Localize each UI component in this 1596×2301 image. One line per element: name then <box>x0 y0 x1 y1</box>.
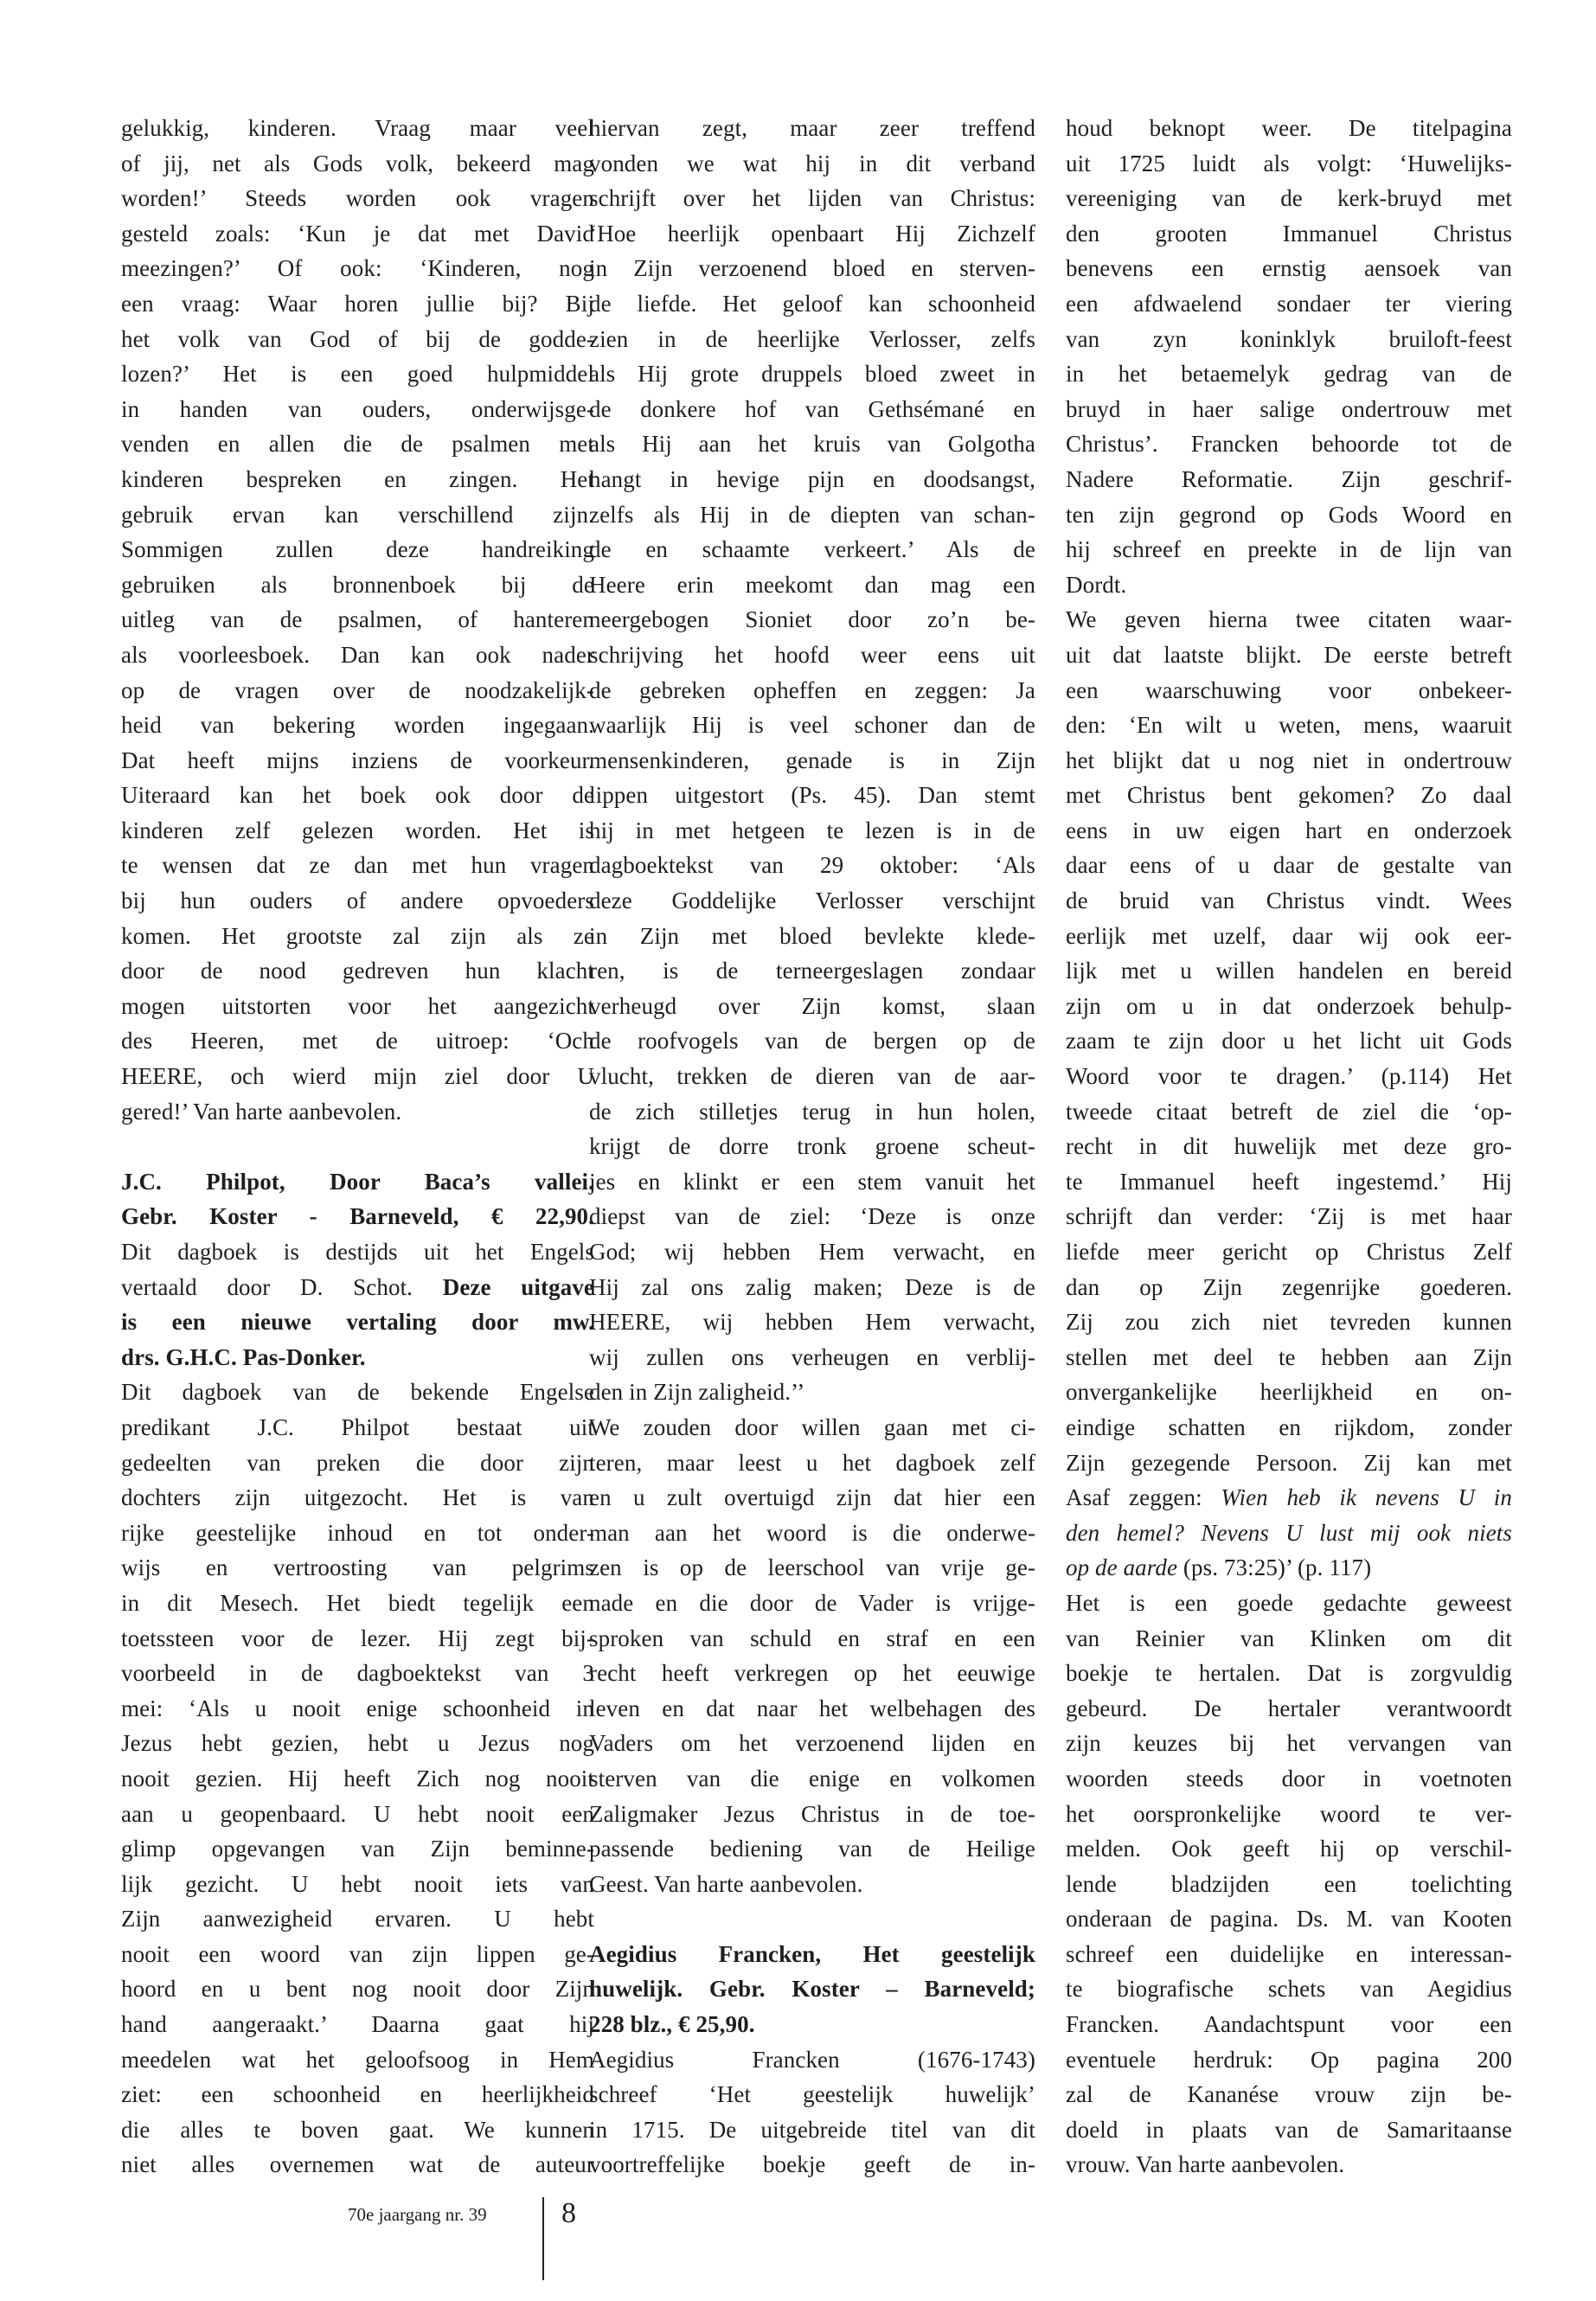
text-line: als Hij grote druppels bloed zweet in <box>589 361 1035 388</box>
text-line: Uiteraard kan het boek ook door de <box>121 782 594 809</box>
text-line: Dit dagboek is destijds uit het Engels <box>121 1239 594 1265</box>
text-column-1 <box>121 111 594 2182</box>
text-line: de liefde. Het geloof kan schoonheid <box>589 290 1035 317</box>
text-line: eens in uw eigen hart en onderzoek <box>1066 817 1512 843</box>
text-line: te wensen dat ze dan met hun vragen <box>121 852 594 879</box>
text-line: recht heeft verkregen op het eeuwige <box>589 1660 1035 1687</box>
text-line: onvergankelijke heerlijkheid en on- <box>1066 1379 1512 1406</box>
text-line: schrijving het hoofd weer eens uit <box>589 641 1035 668</box>
text-line: lippen uitgestort (Ps. 45). Dan stemt <box>589 782 1035 809</box>
text-line: Zij zou zich niet tevreden kunnen <box>1066 1309 1512 1336</box>
text-line: hiervan zegt, maar zeer treffend <box>589 115 1035 141</box>
text-line: vrouw. Van harte aanbevolen. <box>1066 2151 1345 2178</box>
text-line: liefde meer gericht op Christus Zelf <box>1066 1239 1512 1265</box>
text-line: woorden steeds door in voetnoten <box>1066 1765 1512 1791</box>
heading-line: drs. G.H.C. Pas-Donker. <box>121 1343 366 1370</box>
text-line: eindige schatten en rijkdom, zonder <box>1066 1413 1512 1440</box>
text-line: die alles te boven gaat. We kunnen <box>121 2116 594 2143</box>
text-line: de en schaamte verkeert.’ Als de <box>589 536 1035 563</box>
text-line: in 1715. De uitgebreide titel van dit <box>589 2116 1035 2143</box>
text-line: leven en dat naar het welbehagen des <box>589 1695 1035 1721</box>
text-line: voortreffelijke boekje geeft de in- <box>589 2151 1035 2178</box>
text-line: als voorleesboek. Dan kan ook nader <box>121 641 594 668</box>
paragraph-gap <box>589 1901 1035 1937</box>
text-line: daar eens of u daar de gestalte van <box>1066 852 1512 879</box>
footer-divider <box>542 2197 544 2280</box>
text-line: zal de Kananése vrouw zijn be- <box>1066 2081 1512 2108</box>
paragraph-gap <box>121 1129 594 1164</box>
text-line: in dit Mesech. Het biedt tegelijk een <box>121 1589 594 1616</box>
text-line <box>1066 1550 1512 1586</box>
text-line: neergebogen Sioniet door zo’n be- <box>589 606 1035 633</box>
text-line: te Immanuel heeft ingestemd.’ Hij <box>1066 1168 1512 1195</box>
text-line: vonden we wat hij in dit verband <box>589 150 1035 176</box>
text-line: passende bediening van de Heilige <box>589 1836 1035 1862</box>
text-line: Francken. Aandachtspunt voor een <box>1066 2011 1512 2038</box>
text-line: predikant J.C. Philpot bestaat uit <box>121 1413 594 1440</box>
text-line: Sommigen zullen deze handreiking <box>121 536 594 563</box>
text-line: Zijn gezegende Persoon. Zij kan met <box>1066 1449 1512 1476</box>
text-line: den: ‘En wilt u weten, mens, waaruit <box>1066 712 1512 739</box>
text-line: de gebreken opheffen en zeggen: Ja <box>589 676 1035 703</box>
text-line: Nadere Reformatie. Zijn geschrif- <box>1066 465 1512 492</box>
text-line: lozen?’ Het is een goed hulpmiddel <box>121 361 594 388</box>
text-line: het blijkt dat u nog niet in ondertrouw <box>1066 747 1512 773</box>
text-line: vlucht, trekken de dieren van de aar- <box>589 1063 1035 1090</box>
text-line: deze Goddelijke Verlosser verschijnt <box>589 888 1035 914</box>
text-line: van Reinier van Klinken om dit <box>1066 1625 1512 1651</box>
text-line: eerlijk met uzelf, daar wij ook eer- <box>1066 922 1512 949</box>
text-line: de bruid van Christus vindt. Wees <box>1066 888 1512 914</box>
text-line: sproken van schuld en straf en een <box>589 1625 1035 1651</box>
text-line: een waarschuwing voor onbekeer- <box>1066 676 1512 703</box>
text-line: houd beknopt weer. De titelpagina <box>1066 115 1512 141</box>
text-line: gebruik ervan kan verschillend zijn. <box>121 501 594 528</box>
text-line: Dat heeft mijns inziens de voorkeur. <box>121 747 594 773</box>
bold-text: Deze uitgave <box>442 1273 594 1300</box>
text-line <box>121 1270 594 1305</box>
text-line: of jij, net als Gods volk, bekeerd mag <box>121 150 594 176</box>
text-line: glimp opgevangen van Zijn beminne- <box>121 1836 594 1862</box>
text-line: nade en die door de Vader is vrijge- <box>589 1589 1035 1616</box>
text-line: Zijn aanwezigheid ervaren. U hebt <box>121 1906 594 1932</box>
text-line: te biografische schets van Aegidius <box>1066 1976 1512 2003</box>
text-line: met Christus bent gekomen? Zo daal <box>1066 782 1512 809</box>
text-line: in het betaemelyk gedrag van de <box>1066 361 1512 388</box>
text-column-3 <box>1066 111 1512 2182</box>
text-line: schrijft over het lijden van Christus: <box>589 185 1035 212</box>
text-line: ten zijn gegrond op Gods Woord en <box>1066 501 1512 528</box>
text-line: den in Zijn zaligheid.’’ <box>589 1379 805 1406</box>
text-line: zijn om u in dat onderzoek behulp- <box>1066 992 1512 1019</box>
text-line: We geven hierna twee citaten waar- <box>1066 606 1512 633</box>
text-line: hand aangeraakt.’ Daarna gaat hij <box>121 2011 594 2038</box>
text-line: HEERE, och wierd mijn ziel door U <box>121 1063 594 1090</box>
text-line: het oorspronkelijke woord te ver- <box>1066 1800 1512 1827</box>
text-line: man aan het woord is die onderwe- <box>589 1519 1035 1546</box>
text-line: stellen met deel te hebben aan Zijn <box>1066 1343 1512 1370</box>
italic-text: Wien heb ik nevens U in <box>1221 1484 1512 1511</box>
text-line: heid van bekering worden ingegaan. <box>121 712 594 739</box>
text-line: melden. Ook geeft hij op verschil- <box>1066 1836 1512 1862</box>
text-line: de donkere hof van Gethsémané en <box>589 395 1035 422</box>
text-line: bruyd in haer salige ondertrouw met <box>1066 395 1512 422</box>
text-line: schreef ‘Het geestelijk huwelijk’ <box>589 2081 1035 2108</box>
text-line: en u zult overtuigd zijn dat hier een <box>589 1484 1035 1511</box>
text-line: voorbeeld in de dagboektekst van 3 <box>121 1660 594 1687</box>
text-line: hij schreef en preekte in de lijn van <box>1066 536 1512 563</box>
text-line: op de vragen over de noodzakelijk- <box>121 676 594 703</box>
text-line: Christus’. Francken behoorde tot de <box>1066 431 1512 458</box>
text-line: lijk gezicht. U hebt nooit iets van <box>121 1870 594 1897</box>
text-line: meedelen wat het geloofsoog in Hem <box>121 2046 594 2073</box>
text-line: den hemel? Nevens U lust mij ook niets <box>1066 1519 1512 1546</box>
text-line: rijke geestelijke inhoud en tot onder- <box>121 1519 594 1546</box>
text-line: Geest. Van harte aanbevolen. <box>589 1870 863 1897</box>
text-line: Het is een goede gedachte geweest <box>1066 1589 1512 1616</box>
text-line: Aegidius Francken (1676-1743) <box>589 2046 1035 2073</box>
text-line: schrijft dan verder: ‘Zij is met haar <box>1066 1203 1512 1230</box>
text-line: benevens een ernstig aensoek van <box>1066 255 1512 282</box>
text-line: nooit een woord van zijn lippen ge- <box>121 1940 594 1967</box>
text-line: We zouden door willen gaan met ci- <box>589 1413 1035 1440</box>
text-line: de zich stilletjes terug in hun holen, <box>589 1098 1035 1125</box>
text-line: van zyn koninklyk bruiloft-feest <box>1066 325 1512 352</box>
text-line: zien in de heerlijke Verlosser, zelfs <box>589 325 1035 352</box>
text-line: ziet: een schoonheid en heerlijkheid <box>121 2081 594 2108</box>
italic-text: op de aarde <box>1066 1554 1178 1581</box>
text-line: hangt in hevige pijn en doodsangst, <box>589 465 1035 492</box>
text-line: een vraag: Waar horen jullie bij? Bij <box>121 290 594 317</box>
text-line: zen is op de leerschool van vrije ge- <box>589 1554 1035 1581</box>
text-line: gered!’ Van harte aanbevolen. <box>121 1098 402 1125</box>
text-line: hij in met hetgeen te lezen is in de <box>589 817 1035 843</box>
text-line: de roofvogels van de bergen op de <box>589 1028 1035 1054</box>
heading-line: J.C. Philpot, Door Baca’s vallei. <box>121 1168 594 1195</box>
text-run: (ps. 73:25)’ (p. 117) <box>1177 1554 1372 1581</box>
text-line: mei: ‘Als u nooit enige schoonheid in <box>121 1695 594 1721</box>
text-line: worden!’ Steeds worden ook vragen <box>121 185 594 212</box>
text-line: teren, maar leest u het dagboek zelf <box>589 1449 1035 1476</box>
text-line: Hij zal ons zalig maken; Deze is de <box>589 1273 1035 1300</box>
text-line: Zaligmaker Jezus Christus in de toe- <box>589 1800 1035 1827</box>
text-line: gesteld zoals: ‘Kun je dat met David <box>121 220 594 247</box>
text-line: meezingen?’ Of ook: ‘Kinderen, nog <box>121 255 594 282</box>
text-line: kinderen zelf gelezen worden. Het is <box>121 817 594 843</box>
text-line: uitleg van de psalmen, of hanteren <box>121 606 594 633</box>
text-line: Heere erin meekomt dan mag een <box>589 571 1035 598</box>
text-line: dagboektekst van 29 oktober: ‘Als <box>589 852 1035 879</box>
text-line: Woord voor te dragen.’ (p.114) Het <box>1066 1063 1512 1090</box>
text-line: bij hun ouders of andere opvoeders <box>121 888 594 914</box>
text-line: hoord en u bent nog nooit door Zijn <box>121 1976 594 2003</box>
heading-line: Gebr. Koster - Barneveld, € 22,90. <box>121 1203 594 1230</box>
text-line: Dit dagboek van de bekende Engelse <box>121 1379 594 1406</box>
text-line: doeld in plaats van de Samaritaanse <box>1066 2116 1512 2143</box>
text-line: den grooten Immanuel Christus <box>1066 220 1512 247</box>
text-line: ‘Hoe heerlijk openbaart Hij Zichzelf <box>589 220 1035 247</box>
text-line: diepst van de ziel: ‘Deze is onze <box>589 1203 1035 1230</box>
text-line: schreef een duidelijke en interessan- <box>1066 1940 1512 1967</box>
text-line: tweede citaat betreft de ziel die ‘op- <box>1066 1098 1512 1125</box>
text-line: uit dat laatste blijkt. De eerste betreft <box>1066 641 1512 668</box>
text-line: aan u geopenbaard. U hebt nooit een <box>121 1800 594 1827</box>
text-line: zijn keuzes bij het vervangen van <box>1066 1730 1512 1757</box>
text-line: toetssteen voor de lezer. Hij zegt bij- <box>121 1625 594 1651</box>
text-line: kinderen bespreken en zingen. Het <box>121 465 594 492</box>
text-line: dan op Zijn zegenrijke goederen. <box>1066 1273 1512 1300</box>
text-line: mogen uitstorten voor het aangezicht <box>121 992 594 1019</box>
text-line: venden en allen die de psalmen met <box>121 431 594 458</box>
text-line <box>1066 1480 1512 1516</box>
text-line: jes en klinkt er een stem vanuit het <box>589 1168 1035 1195</box>
text-line: zelfs als Hij in de diepten van schan- <box>589 501 1035 528</box>
text-line: des Heeren, met de uitroep: ‘Och <box>121 1028 594 1054</box>
text-run: Asaf zeggen: <box>1066 1484 1221 1511</box>
text-line: uit 1725 luidt als volgt: ‘Huwelijks- <box>1066 150 1512 176</box>
text-line: Vaders om het verzoenend lijden en <box>589 1730 1035 1757</box>
heading-line: huwelijk. Gebr. Koster – Barneveld; <box>589 1976 1035 2003</box>
text-line: krijgt de dorre tronk groene scheut- <box>589 1133 1035 1160</box>
text-line: als Hij aan het kruis van Golgotha <box>589 431 1035 458</box>
text-line: niet alles overnemen wat de auteur <box>121 2151 594 2178</box>
text-line: lijk met u willen handelen en bereid <box>1066 958 1512 984</box>
text-line: gebeurd. De hertaler verantwoordt <box>1066 1695 1512 1721</box>
heading-line: 228 blz., € 25,90. <box>589 2011 755 2038</box>
text-line: waarlijk Hij is veel schoner dan de <box>589 712 1035 739</box>
text-line: wijs en vertroosting van pelgrims <box>121 1554 594 1581</box>
text-line: in Zijn verzoenend bloed en sterven- <box>589 255 1035 282</box>
text-line: wij zullen ons verheugen en verblij- <box>589 1343 1035 1370</box>
text-line: door de nood gedreven hun klacht <box>121 958 594 984</box>
text-line: dochters zijn uitgezocht. Het is van <box>121 1484 594 1511</box>
text-column-2 <box>589 111 1035 2182</box>
issue-label: 70e jaargang nr. 39 <box>348 2204 487 2225</box>
text-line: vereeniging van de kerk-bruyd met <box>1066 185 1512 212</box>
text-line: boekje te hertalen. Dat is zorgvuldig <box>1066 1660 1512 1687</box>
text-line: gedeelten van preken die door zijn <box>121 1449 594 1476</box>
text-line: mensenkinderen, genade is in Zijn <box>589 747 1035 773</box>
text-line: recht in dit huwelijk met deze gro- <box>1066 1133 1512 1160</box>
text-line: in Zijn met bloed bevlekte klede- <box>589 922 1035 949</box>
text-line: sterven van die enige en volkomen <box>589 1765 1035 1791</box>
text-line: in handen van ouders, onderwijsge- <box>121 395 594 422</box>
text-line: gelukkig, kinderen. Vraag maar veel <box>121 115 594 141</box>
text-line: verheugd over Zijn komst, slaan <box>589 992 1035 1019</box>
text-line: een afdwaelend sondaer ter viering <box>1066 290 1512 317</box>
text-line: onderaan de pagina. Ds. M. van Kooten <box>1066 1906 1512 1932</box>
text-line: het volk van God of bij de godde- <box>121 325 594 352</box>
text-line: ren, is de terneergeslagen zondaar <box>589 958 1035 984</box>
text-line: zaam te zijn door u het licht uit Gods <box>1066 1028 1512 1054</box>
text-run: vertaald door D. Schot. <box>121 1273 443 1300</box>
text-line: HEERE, wij hebben Hem verwacht, <box>589 1309 1035 1336</box>
text-line: lende bladzijden een toelichting <box>1066 1870 1512 1897</box>
text-line: Dordt. <box>1066 571 1127 598</box>
page-number: 8 <box>561 2197 576 2229</box>
text-line: eventuele herdruk: Op pagina 200 <box>1066 2046 1512 2073</box>
heading-line: is een nieuwe vertaling door mw. <box>121 1309 594 1336</box>
text-line: gebruiken als bronnenboek bij de <box>121 571 594 598</box>
text-line: komen. Het grootste zal zijn als ze <box>121 922 594 949</box>
text-line: Jezus hebt gezien, hebt u Jezus nog <box>121 1730 594 1757</box>
text-line: God; wij hebben Hem verwacht, en <box>589 1239 1035 1265</box>
heading-line: Aegidius Francken, Het geestelijk <box>589 1940 1035 1967</box>
text-line: nooit gezien. Hij heeft Zich nog nooit <box>121 1765 594 1791</box>
